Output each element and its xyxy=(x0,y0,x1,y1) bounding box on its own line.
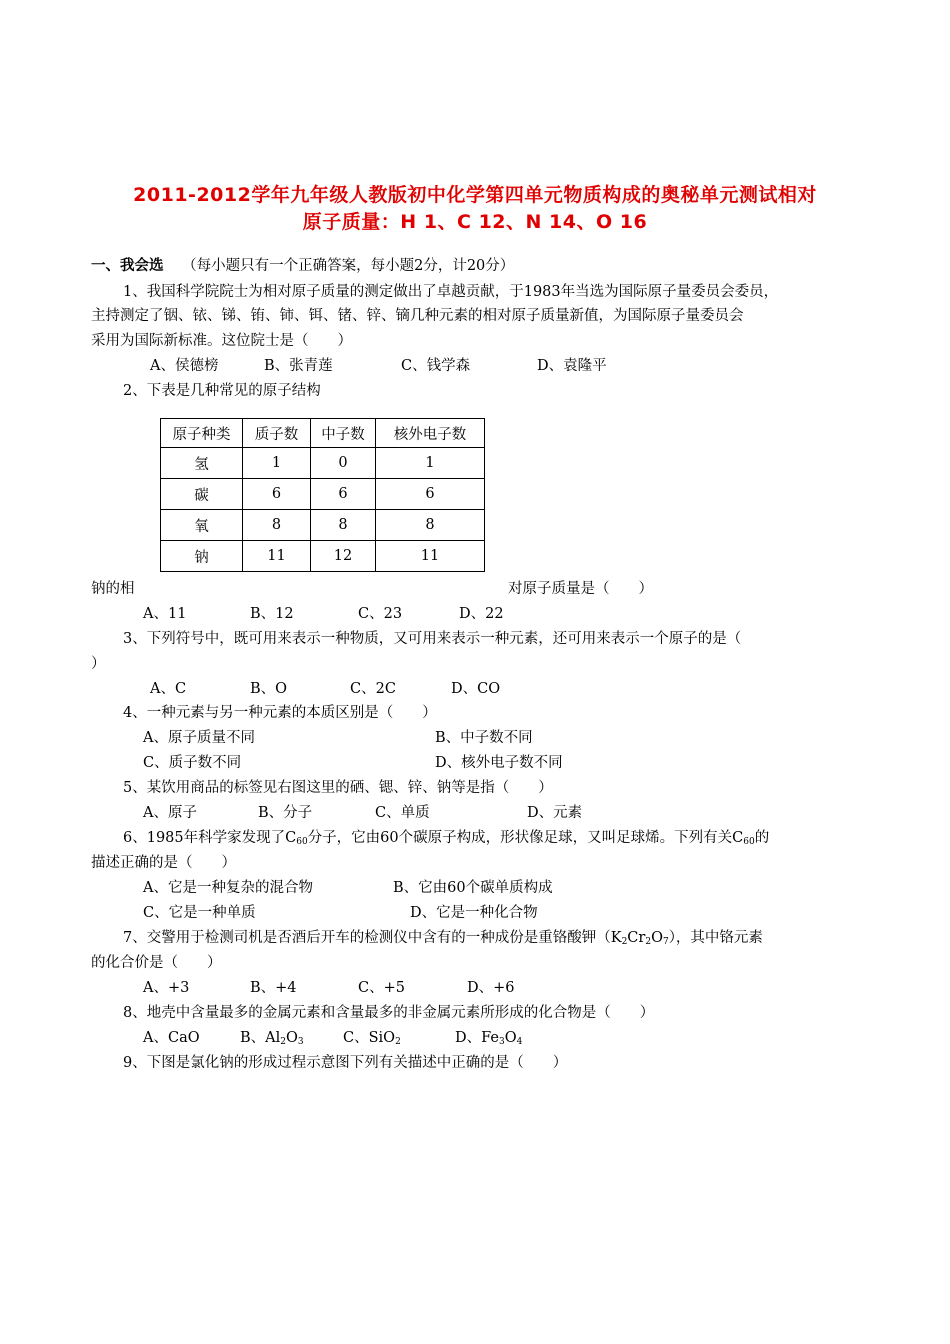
question-4-option-b: B、中子数不同 xyxy=(435,730,533,746)
question-8-text: 8、地壳中含量最多的金属元素和含量最多的非金属元素所形成的化合物是（ ） xyxy=(123,1005,655,1021)
question-1-option-b: B、张青莲 xyxy=(264,358,333,374)
question-4-text: 4、一种元素与另一种元素的本质区别是（ ） xyxy=(123,705,437,721)
q7-post: ），其中铬元素 xyxy=(668,930,763,946)
question-4-option-a: A、原子质量不同 xyxy=(143,730,255,746)
table-cell: 钠 xyxy=(161,541,243,572)
question-3-option-d: D、CO xyxy=(451,681,501,697)
q7-mid-1: Cr xyxy=(627,930,646,946)
question-4-option-c: C、质子数不同 xyxy=(143,755,242,771)
table-header-cell: 原子种类 xyxy=(161,419,243,448)
q8-c-sub-1: 2 xyxy=(395,1037,401,1047)
table-cell: 12 xyxy=(311,541,376,572)
question-7-text-2: 的化合价是（ ） xyxy=(91,955,222,971)
q7-pre: 7、交警用于检测司机是否酒后开车的检测仪中含有的一种成份是重铬酸钾（K xyxy=(123,930,622,946)
question-3-option-a: A、C xyxy=(150,681,187,697)
question-1-text-1: 1、我国科学院院士为相对原子质量的测定做出了卓越贡献，于1983年当选为国际原子量委员会委员， xyxy=(123,284,779,300)
question-9-text: 9、下图是氯化钠的形成过程示意图下列有关描述中正确的是（ ） xyxy=(123,1055,568,1071)
section-note: （每小题只有一个正确答案，每小题2分，计20分） xyxy=(182,258,515,274)
table-cell: 0 xyxy=(311,448,376,479)
table-header-cell: 核外电子数 xyxy=(376,419,485,448)
q7-mid-2: O xyxy=(651,930,663,946)
table-row xyxy=(161,541,485,572)
q8-b-pre: B、Al xyxy=(240,1030,281,1046)
question-3-text-2: ） xyxy=(91,656,106,672)
table-cell: 氧 xyxy=(161,510,243,541)
q7-sub-3: 7 xyxy=(662,937,669,947)
table-cell: 11 xyxy=(376,541,485,572)
q8-d-sub-2: 4 xyxy=(516,1037,523,1047)
table-cell: 6 xyxy=(376,479,485,510)
table-header-row xyxy=(161,419,485,448)
question-6-option-a: A、它是一种复杂的混合物 xyxy=(143,880,313,896)
question-7-option-d: D、+6 xyxy=(467,980,515,996)
question-5-text: 5、某饮用商品的标签见右图这里的硒、锶、锌、钠等是指（ ） xyxy=(123,780,553,796)
q6-sub-2: 60 xyxy=(743,837,755,847)
question-1-text-2: 主持测定了铟、铱、锑、铕、铈、铒、锗、锌、镝几种元素的相对原子质量新值，为国际原子量委员会 xyxy=(91,308,744,324)
question-1-option-d: D、袁隆平 xyxy=(537,358,607,374)
q8-d-sub-1: 3 xyxy=(498,1037,505,1047)
section-heading xyxy=(91,256,514,276)
question-7-text-1 xyxy=(123,928,763,948)
table-cell: 11 xyxy=(243,541,311,572)
table-cell: 6 xyxy=(311,479,376,510)
table-row xyxy=(161,448,485,479)
q8-c-pre: C、SiO xyxy=(343,1030,396,1046)
question-1-option-c: C、钱学森 xyxy=(401,358,471,374)
table-cell: 氢 xyxy=(161,448,243,479)
question-3-option-c: C、2C xyxy=(350,681,396,697)
table-cell: 1 xyxy=(376,448,485,479)
q7-sub-1: 2 xyxy=(621,937,628,947)
question-2-tail-right: 对原子质量是（ ） xyxy=(508,581,653,597)
question-7-option-b: B、+4 xyxy=(250,980,297,996)
q8-b-sub-1: 2 xyxy=(280,1037,286,1047)
q8-b-sub-2: 3 xyxy=(297,1037,304,1047)
question-8-option-d xyxy=(455,1028,522,1048)
question-6-text-1 xyxy=(123,828,769,848)
table-row xyxy=(161,479,485,510)
question-8-option-c xyxy=(343,1028,401,1048)
question-5-option-a: A、原子 xyxy=(143,805,197,821)
q6-post: 的 xyxy=(754,830,770,846)
question-2-option-b: B、12 xyxy=(250,606,294,622)
question-8-option-a: A、CaO xyxy=(143,1030,200,1046)
q6-sub-1: 60 xyxy=(296,837,308,847)
question-4-option-d: D、核外电子数不同 xyxy=(435,755,563,771)
table-cell: 1 xyxy=(243,448,311,479)
question-8-option-b xyxy=(240,1028,304,1048)
table-cell: 8 xyxy=(376,510,485,541)
question-2-option-d: D、22 xyxy=(459,606,504,622)
table-cell: 6 xyxy=(243,479,311,510)
question-3-option-b: B、O xyxy=(250,681,288,697)
q7-sub-2: 2 xyxy=(645,937,652,947)
section-title: 一、我会选 xyxy=(91,257,164,274)
question-5-option-b: B、分子 xyxy=(258,805,313,821)
question-6-option-c: C、它是一种单质 xyxy=(143,905,256,921)
q6-pre: 6、1985年科学家发现了C xyxy=(123,830,297,846)
table-header-cell: 中子数 xyxy=(311,419,376,448)
q8-d-mid: O xyxy=(504,1030,517,1046)
table-cell: 碳 xyxy=(161,479,243,510)
question-1-option-a: A、侯德榜 xyxy=(150,358,219,374)
document-title-line-2: 原子质量：H 1、C 12、N 14、O 16 xyxy=(302,211,648,233)
q8-d-pre: D、Fe xyxy=(455,1030,499,1046)
question-6-option-d: D、它是一种化合物 xyxy=(410,905,538,921)
question-2-option-c: C、23 xyxy=(358,606,403,622)
question-5-option-c: C、单质 xyxy=(375,805,430,821)
document-title-line-1: 2011-2012学年九年级人教版初中化学第四单元物质构成的奥秘单元测试相对 xyxy=(133,184,817,206)
question-2-tail-left: 钠的相 xyxy=(91,581,135,597)
table-row xyxy=(161,510,485,541)
question-2-text: 2、下表是几种常见的原子结构 xyxy=(123,383,321,399)
question-7-option-a: A、+3 xyxy=(143,980,190,996)
q6-mid: 分子，它由60个碳原子构成，形状像足球，又叫足球烯。下列有关C xyxy=(307,830,744,846)
q8-b-mid: O xyxy=(286,1030,298,1046)
table-cell: 8 xyxy=(243,510,311,541)
question-2-option-a: A、11 xyxy=(143,606,187,622)
question-6-option-b: B、它由60个碳单质构成 xyxy=(393,880,553,896)
table-header-cell: 质子数 xyxy=(243,419,311,448)
question-1-text-3: 采用为国际新标准。这位院士是（ ） xyxy=(91,333,352,349)
question-3-text-1: 3、下列符号中，既可用来表示一种物质，又可用来表示一种元素，还可用来表示一个原子的是（ xyxy=(123,631,742,647)
atom-structure-table xyxy=(160,418,485,572)
question-7-option-c: C、+5 xyxy=(358,980,405,996)
question-5-option-d: D、元素 xyxy=(527,805,583,821)
table-cell: 8 xyxy=(311,510,376,541)
question-6-text-2: 描述正确的是（ ） xyxy=(91,855,236,871)
